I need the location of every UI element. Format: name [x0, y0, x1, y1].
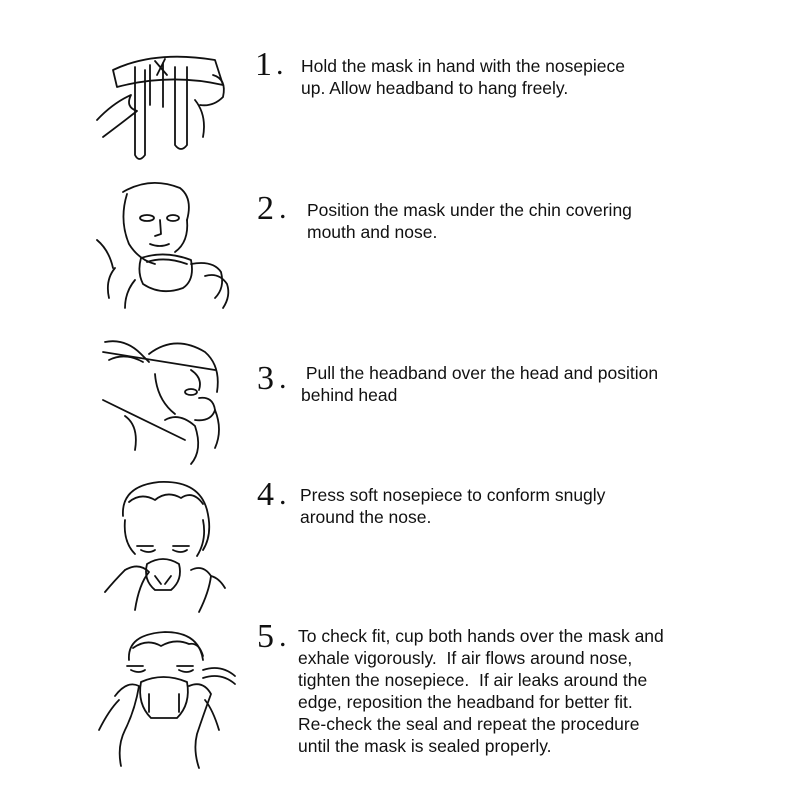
step-text — [301, 55, 625, 99]
step-number: 5 — [257, 618, 274, 655]
step-text-line: Press soft nosepiece to conform snugly — [300, 485, 606, 505]
step-text-line: until the mask is sealed properly. — [298, 736, 552, 756]
step-text-line: exhale vigorously. If air flows around nose, — [298, 648, 633, 668]
step-number-dot: . — [279, 620, 287, 653]
step-text-line: Position the mask under the chin covering — [307, 200, 632, 220]
cup-hands-check-fit-icon — [95, 630, 245, 770]
step-text-line: mouth and nose. — [307, 222, 438, 242]
press-nosepiece-icon — [95, 480, 245, 620]
step-text-line: Re-check the seal and repeat the procedure — [298, 714, 640, 734]
step-text-line: around the nose. — [300, 507, 432, 527]
hand-holding-mask-icon — [95, 45, 245, 185]
step-text — [298, 625, 664, 757]
step-number-dot: . — [276, 48, 284, 81]
step-text — [300, 484, 605, 528]
step-number: 1 — [255, 46, 272, 83]
step-number-dot: . — [279, 192, 287, 225]
mask-under-chin-icon — [95, 180, 245, 320]
step-text-line: tighten the nosepiece. If air leaks around the — [298, 670, 648, 690]
step-number: 4 — [257, 476, 274, 513]
pull-headband-over-head-icon — [95, 330, 245, 470]
step-text-line: behind head — [301, 385, 398, 405]
step-text-line: Pull the headband over the head and position — [301, 363, 659, 383]
step-text-line: up. Allow headband to hang freely. — [301, 78, 569, 98]
step-number-dot: . — [279, 362, 287, 395]
step-text-line: Hold the mask in hand with the nosepiece — [301, 56, 625, 76]
step-number-dot: . — [279, 478, 287, 511]
step-text — [307, 199, 632, 243]
step-text-line: To check fit, cup both hands over the mask and — [298, 626, 664, 646]
step-text — [301, 362, 658, 406]
step-number: 2 — [257, 190, 274, 227]
step-number: 3 — [257, 360, 274, 397]
step-text-line: edge, reposition the headband for better fit. — [298, 692, 633, 712]
